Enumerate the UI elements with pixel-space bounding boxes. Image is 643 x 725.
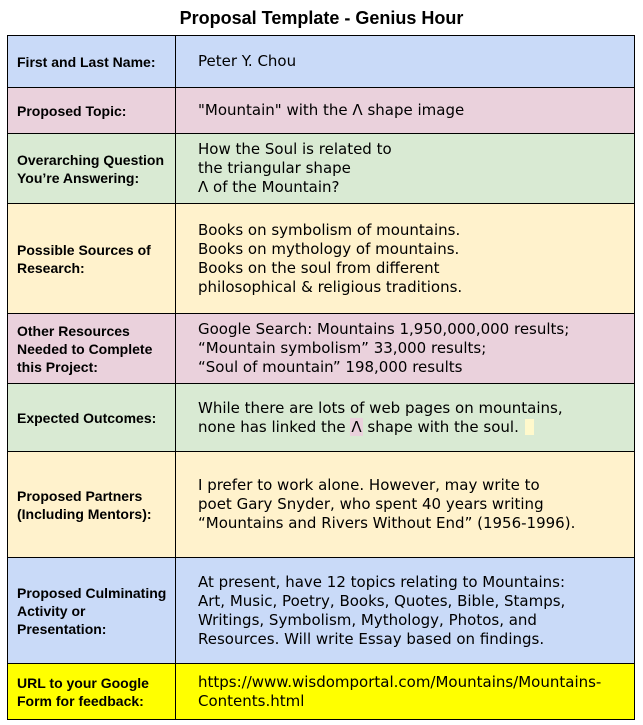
highlight-marker — [525, 419, 534, 435]
value-resources[interactable]: Google Search: Mountains 1,950,000,000 results; “Mountain symbolism” 33,000 results; “Soul of mountain” 198,000 results — [176, 314, 635, 384]
proposal-table — [7, 35, 635, 720]
lambda-highlight: Λ — [351, 417, 362, 436]
row-url — [8, 664, 635, 720]
outcomes-line-2 — [198, 418, 624, 437]
row-outcomes — [8, 384, 635, 452]
page-title: Proposal Template - Genius Hour — [179, 8, 464, 28]
outcomes-line-1: While there are lots of web pages on mountains, — [198, 398, 563, 417]
outcomes-line-2-end: shape with the soul. — [362, 417, 519, 436]
label-topic: Proposed Topic: — [8, 88, 176, 134]
row-partners — [8, 452, 635, 558]
row-question — [8, 134, 635, 204]
value-question[interactable]: How the Soul is related to the triangular shape Λ of the Mountain? — [176, 134, 635, 204]
value-name[interactable]: Peter Y. Chou — [176, 36, 635, 88]
outcomes-line-2-start: none has linked the — [198, 417, 351, 436]
label-name: First and Last Name: — [8, 36, 176, 88]
label-partners: Proposed Partners (Including Mentors): — [8, 452, 176, 558]
value-outcomes[interactable] — [176, 384, 635, 452]
row-sources — [8, 204, 635, 314]
value-activity[interactable]: At present, have 12 topics relating to Mountains: Art, Music, Poetry, Books, Quotes, Bible, Stamps, Writings, Symbolism, Mythology, Photos, and Resources. Will write Essay based on findings. — [176, 558, 635, 664]
value-sources[interactable]: Books on symbolism of mountains. Books on mythology of mountains. Books on the soul from different philosophical & religious traditions. — [176, 204, 635, 314]
label-activity: Proposed Culminating Activity or Presentation: — [8, 558, 176, 664]
label-url: URL to your Google Form for feedback: — [8, 664, 176, 720]
row-topic — [8, 88, 635, 134]
label-sources: Possible Sources of Research: — [8, 204, 176, 314]
row-name — [8, 36, 635, 88]
value-partners[interactable]: I prefer to work alone. However, may write to poet Gary Snyder, who spent 40 years writing “Mountains and Rivers Without End” (1956-1996). — [176, 452, 635, 558]
row-activity — [8, 558, 635, 664]
label-outcomes: Expected Outcomes: — [8, 384, 176, 452]
row-resources — [8, 314, 635, 384]
value-topic[interactable]: "Mountain" with the Λ shape image — [176, 88, 635, 134]
label-question: Overarching Question You’re Answering: — [8, 134, 176, 204]
value-url-link[interactable]: https://www.wisdomportal.com/Mountains/Mountains-Contents.html — [176, 664, 635, 720]
label-resources: Other Resources Needed to Complete this Project: — [8, 314, 176, 384]
